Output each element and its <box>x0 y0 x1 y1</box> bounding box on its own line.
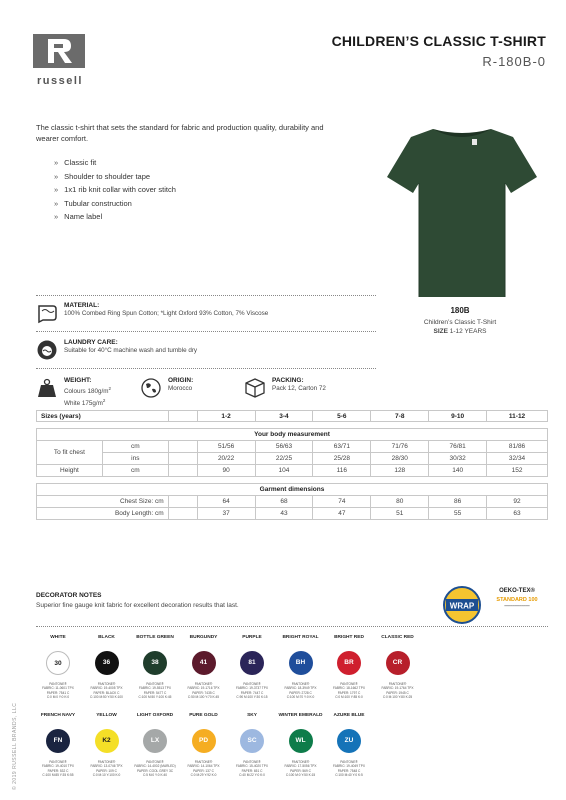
colour-name: YELLOW <box>96 713 117 718</box>
table-cell: 37 <box>197 508 255 520</box>
pantone-line: FABRIC: 15-4020 TPX <box>235 764 268 769</box>
pantone-line: PAPER: 137 C <box>193 768 214 773</box>
pantone-line: PAPER: 2728 C <box>289 690 312 695</box>
colour-swatch <box>33 713 83 778</box>
product-code: R-180B-0 <box>482 54 546 69</box>
table-cell: 22/25 <box>255 453 313 465</box>
body-measurement-title: Your body measurement <box>37 429 548 441</box>
table-row <box>37 465 548 477</box>
size-header-cell: 3-4 <box>255 411 313 422</box>
colour-chip: 41 <box>192 651 216 675</box>
colour-chip: K2 <box>95 729 119 753</box>
pantone-line: PAPER: COOL GREY 3C <box>136 768 174 773</box>
colour-swatch <box>82 713 132 778</box>
table-cell: 63/71 <box>313 441 371 453</box>
oeko-fineprint: ━━━━━━━━━━━━ <box>504 604 530 608</box>
table-cell: 71/76 <box>371 441 429 453</box>
origin-value: Morocco <box>168 385 193 392</box>
table-cell: 63 <box>487 508 548 520</box>
brand-name: russell <box>37 75 83 87</box>
colour-chip: 36 <box>95 651 119 675</box>
table-spacer <box>37 422 548 429</box>
pantone-line: PAPER: 7541 C <box>46 690 70 695</box>
table-cell: 25/28 <box>313 453 371 465</box>
table-cell: 43 <box>255 508 313 520</box>
pantone-line: C:100 M:85 Y:35 K:55 <box>42 773 74 778</box>
divider <box>36 626 548 627</box>
colour-name: FRENCH NAVY <box>40 713 76 718</box>
tshirt-image <box>385 125 539 300</box>
height-label: Height <box>37 465 103 477</box>
section-row <box>37 484 548 496</box>
table-cell <box>168 496 197 508</box>
pantone-line: PAPER: BLACK C <box>93 690 120 695</box>
packing-value: Pack 12, Carton 72 <box>272 385 326 392</box>
washing-machine-icon <box>36 339 58 361</box>
table-cell: 92 <box>487 496 548 508</box>
pantone-info <box>227 760 277 778</box>
weight-icon <box>36 377 58 399</box>
colour-chip: WL <box>289 729 313 753</box>
decorator-text: Superior fine gauge knit fabric for excellent decoration results that last. <box>36 602 239 609</box>
pantone-line: PANTONE® <box>243 682 261 686</box>
colour-name: SKY <box>247 713 257 718</box>
weight-colours-text: Colours 180g/m <box>64 388 109 396</box>
wrap-badge-icon <box>440 585 484 625</box>
colour-swatch <box>179 635 229 700</box>
colour-chip: FN <box>46 729 70 753</box>
page-title: CHILDREN’S CLASSIC T-SHIRT <box>331 33 546 49</box>
section-row <box>37 429 548 441</box>
copyright-text: © 2019 RUSSELL BRANDS, LLC <box>12 702 18 790</box>
colour-chip: ZU <box>337 729 361 753</box>
table-cell: 104 <box>255 465 313 477</box>
pantone-line: PANTONE® <box>340 682 358 686</box>
weight-value-colours <box>64 385 111 397</box>
colour-name: LIGHT OXFORD <box>136 713 174 718</box>
laundry-label: LAUNDRY CARE: <box>64 339 118 346</box>
pantone-line: PANTONE® <box>194 682 213 686</box>
origin-info <box>140 377 193 399</box>
colour-swatch <box>130 635 180 700</box>
product-caption <box>400 306 520 335</box>
colour-name: PURPLE <box>242 635 262 640</box>
colour-swatch <box>324 635 374 700</box>
pantone-line: PANTONE® <box>97 760 116 764</box>
globe-icon <box>140 377 162 399</box>
box-icon <box>244 377 266 399</box>
pantone-line: C:90 M:100 Y:30 K:15 <box>236 695 268 700</box>
russell-r-logo-icon <box>33 34 85 68</box>
table-cell: 47 <box>313 508 371 520</box>
pantone-info <box>33 682 83 700</box>
pantone-line: PANTONE® <box>388 682 407 686</box>
table-cell: 64 <box>197 496 255 508</box>
pantone-line: FABRIC: 19-5513 TPX <box>138 686 171 691</box>
table-cell: 80 <box>371 496 429 508</box>
colour-chip: BR <box>337 651 361 675</box>
colour-swatch <box>82 635 132 700</box>
laundry-value: Suitable for 40°C machine wash and tumble dry <box>64 347 198 354</box>
table-cell: 74 <box>313 496 371 508</box>
table-row <box>37 453 548 465</box>
chest-label: To fit chest <box>37 441 103 465</box>
table-cell: 90 <box>197 465 255 477</box>
divider <box>36 295 376 296</box>
pantone-line: C:40 M:22 Y:0 K:0 <box>239 773 265 778</box>
pantone-line: PANTONE® <box>49 760 67 764</box>
table-cell <box>168 411 197 422</box>
pantone-line: PANTONE® <box>340 760 358 764</box>
pantone-line: PANTONE® <box>146 760 164 764</box>
feature-item: » 1x1 rib knit collar with cover stitch <box>54 183 176 197</box>
table-row <box>37 441 548 453</box>
product-caption-name: Children’s Classic T-Shirt <box>423 319 497 326</box>
table-cell: 51/56 <box>197 441 255 453</box>
packing-label: PACKING: <box>272 377 304 384</box>
table-cell: 128 <box>371 465 429 477</box>
product-caption-code: 180B <box>450 306 470 315</box>
colour-chip: 38 <box>143 651 167 675</box>
divider <box>36 331 376 332</box>
weight-value-white <box>64 397 111 409</box>
pantone-line: PAPER: 7435 C <box>192 690 215 695</box>
pantone-info <box>179 682 229 700</box>
weight-info <box>36 377 111 408</box>
garment-dimensions-title: Garment dimensions <box>37 484 548 496</box>
size-header-cell: 5-6 <box>313 411 371 422</box>
product-header <box>332 33 546 69</box>
pantone-line: PAPER: 7447 C <box>240 690 264 695</box>
pantone-line: PANTONE® <box>146 682 164 686</box>
pantone-line: C:0 M:29 Y:92 K:0 <box>190 773 217 778</box>
pantone-line: C:100 M:40 Y:0 K:5 <box>335 773 363 778</box>
colour-chip: CR <box>386 651 410 675</box>
fabric-icon <box>36 302 58 324</box>
oeko-standard: STANDARD 100 <box>496 597 538 603</box>
pantone-line: C:0 M:10 Y:100 K:0 <box>92 773 121 778</box>
pantone-line: PANTONE® <box>291 682 310 686</box>
unit-cell: ins <box>102 453 168 465</box>
copyright-block <box>12 702 22 790</box>
pantone-line: PANTONE® <box>291 760 310 764</box>
pantone-line: FABRIC: 19-3737 TPX <box>235 686 268 691</box>
pantone-line: FABRIC: 14-4002 (MARLED) <box>134 764 176 769</box>
table-cell <box>168 453 197 465</box>
table-cell: 116 <box>313 465 371 477</box>
colour-swatch <box>373 635 423 700</box>
pantone-line: C:50 M:100 Y:70 K:45 <box>187 695 220 700</box>
table-cell: 140 <box>429 465 487 477</box>
table-cell <box>168 465 197 477</box>
table-cell: 20/22 <box>197 453 255 465</box>
table-cell: 32/34 <box>487 453 548 465</box>
colour-name: BRIGHT ROYAL <box>282 635 319 640</box>
pantone-info <box>33 760 83 778</box>
pantone-line: PAPER: 651 C <box>241 768 263 773</box>
table-cell: 76/81 <box>429 441 487 453</box>
colour-swatch <box>276 713 326 778</box>
colour-swatch <box>276 635 326 700</box>
weight-sup: 2 <box>108 386 111 391</box>
pantone-line: PANTONE® <box>49 682 67 686</box>
table-cell <box>168 508 197 520</box>
oeko-title: OEKO-TEX® <box>499 588 535 594</box>
divider <box>36 368 376 369</box>
table-cell <box>168 441 197 453</box>
pantone-line: C:100 M:70 Y:0 K:0 <box>286 695 315 700</box>
weight-sup: 2 <box>102 397 106 403</box>
colour-swatch <box>227 713 277 778</box>
size-value: 1-12 YEARS <box>449 328 487 335</box>
pantone-info <box>324 760 374 778</box>
weight-white-text: White 175g/m <box>64 399 103 407</box>
laundry-info <box>36 339 197 361</box>
pantone-info <box>276 682 326 700</box>
pantone-info <box>373 682 423 700</box>
pantone-info <box>130 760 180 778</box>
material-info <box>36 302 268 324</box>
pantone-info <box>82 682 132 700</box>
colour-chip: BH <box>289 651 313 675</box>
pantone-line: PAPER: 5477 C <box>143 690 167 695</box>
pantone-line: C:0 M:0 Y:0 K:0 <box>46 695 70 700</box>
pantone-line: FABRIC: 13-0746 TPX <box>90 764 123 769</box>
pantone-info <box>227 682 277 700</box>
pantone-line: FABRIC: 17-5056 TPX <box>284 764 317 769</box>
table-cell: 51 <box>371 508 429 520</box>
pantone-info <box>82 760 132 778</box>
table-cell: 81/86 <box>487 441 548 453</box>
colour-name: AZURE BLUE <box>333 713 365 718</box>
table-spacer <box>37 477 548 484</box>
table-cell: 56/63 <box>255 441 313 453</box>
colour-name: BLACK <box>98 635 115 640</box>
colour-chip: SC <box>240 729 264 753</box>
colour-name: CLASSIC RED <box>381 635 414 640</box>
decorator-title: DECORATOR NOTES <box>36 592 102 599</box>
pantone-line: C:0 M:100 Y:80 K:25 <box>382 695 413 700</box>
table-cell: 55 <box>429 508 487 520</box>
colour-name: BRIGHT RED <box>334 635 364 640</box>
decorator-notes <box>36 592 239 609</box>
unit-cell: cm <box>102 441 168 453</box>
pantone-info <box>324 682 374 700</box>
table-cell: 86 <box>429 496 487 508</box>
pantone-line: PAPER: 7548 C <box>337 768 361 773</box>
colour-swatch <box>227 635 277 700</box>
pantone-line: C:5 M:0 Y:0 K:40 <box>142 773 168 778</box>
size-header-cell: 7-8 <box>371 411 429 422</box>
table-cell: 68 <box>255 496 313 508</box>
weight-label: WEIGHT: <box>64 377 92 384</box>
pantone-line: PAPER: 532 C <box>47 768 69 773</box>
pantone-info <box>130 682 180 700</box>
pantone-line: PAPER: 1797 C <box>337 690 361 695</box>
packing-info <box>244 377 326 399</box>
table-cell: 152 <box>487 465 548 477</box>
certification-badges <box>440 585 546 625</box>
pantone-line: C:100 M:50 Y:100 K:45 <box>138 695 172 700</box>
feature-list <box>54 156 176 224</box>
pantone-line: PANTONE® <box>194 760 213 764</box>
intro-text: The classic t-shirt that sets the standard for fabric and production quality, durability and wearer comfort. <box>36 123 324 143</box>
pantone-line: FABRIC: 14-1064 TPX <box>187 764 220 769</box>
pantone-line: FABRIC: 19-4005 TPX <box>90 686 123 691</box>
table-row <box>37 508 548 520</box>
feature-item: » Name label <box>54 210 176 224</box>
chest-size-label: Chest Size: cm <box>37 496 169 508</box>
size-header-cell: 9-10 <box>429 411 487 422</box>
colour-swatch <box>324 713 374 778</box>
feature-item: » Tubular construction <box>54 197 176 211</box>
feature-item: » Classic fit <box>54 156 176 170</box>
pantone-line: C:100 M:0 Y:50 K:15 <box>285 773 316 778</box>
pantone-info <box>179 760 229 778</box>
colour-chip: LX <box>143 729 167 753</box>
pantone-line: FABRIC: 19-1764 TPX <box>381 686 414 691</box>
wrap-label: WRAP <box>449 601 475 611</box>
product-caption-size <box>400 328 520 335</box>
size-header-row <box>37 411 548 422</box>
colour-name: PURE GOLD <box>189 713 218 718</box>
pantone-line: FABRIC: 19-1716 TPX <box>187 686 220 691</box>
pantone-line: FABRIC: 18-3949 TPX <box>284 686 317 691</box>
material-value: 100% Combed Ring Spun Cotton; *Light Oxford 93% Cotton, 7% Viscose <box>64 310 269 317</box>
colour-chip: 30 <box>46 651 70 675</box>
pantone-line: C:0 M:100 Y:85 K:0 <box>335 695 363 700</box>
pantone-line: C:100 M:50 Y:50 K:100 <box>90 695 123 700</box>
pantone-line: PANTONE® <box>243 760 261 764</box>
table-cell: 30/32 <box>429 453 487 465</box>
colour-swatch <box>130 713 180 778</box>
table-row <box>37 496 548 508</box>
colour-name: BOTTLE GREEN <box>136 635 174 640</box>
size-label: SIZE <box>433 328 448 335</box>
colour-name: BURGUNDY <box>189 635 218 640</box>
size-header-cell: 1-2 <box>197 411 255 422</box>
size-header-cell: 11-12 <box>487 411 548 422</box>
oeko-tex-badge <box>488 588 546 608</box>
pantone-line: FABRIC: 11-0601 TPX <box>42 686 74 691</box>
material-label: MATERIAL: <box>64 302 100 309</box>
table-cell: 28/30 <box>371 453 429 465</box>
unit-cell: cm <box>102 465 168 477</box>
pantone-line: FABRIC: 19-4010 TPX <box>41 764 74 769</box>
sizes-header-label: Sizes (years) <box>37 411 169 422</box>
pantone-line: PAPER: 569 C <box>290 768 311 773</box>
body-length-label: Body Length: cm <box>37 508 169 520</box>
pantone-line: PANTONE® <box>97 682 116 686</box>
colour-name: WHITE <box>50 635 66 640</box>
colour-swatch <box>33 635 83 700</box>
pantone-line: PAPER: 1945 C <box>386 690 409 695</box>
pantone-line: PAPER: 109 C <box>96 768 117 773</box>
brand-logo <box>33 34 87 87</box>
pantone-line: FABRIC: 18-1662 TPX <box>332 686 365 691</box>
origin-label: ORIGIN: <box>168 377 194 384</box>
colour-chip: PD <box>192 729 216 753</box>
feature-item: » Shoulder to shoulder tape <box>54 170 176 184</box>
pantone-info <box>276 760 326 778</box>
pantone-line: FABRIC: 19-4049 TPX <box>332 764 365 769</box>
colour-swatch <box>179 713 229 778</box>
colour-name: WINTER EMERALD <box>278 713 323 718</box>
size-table <box>36 410 548 520</box>
colour-chip: 81 <box>240 651 264 675</box>
